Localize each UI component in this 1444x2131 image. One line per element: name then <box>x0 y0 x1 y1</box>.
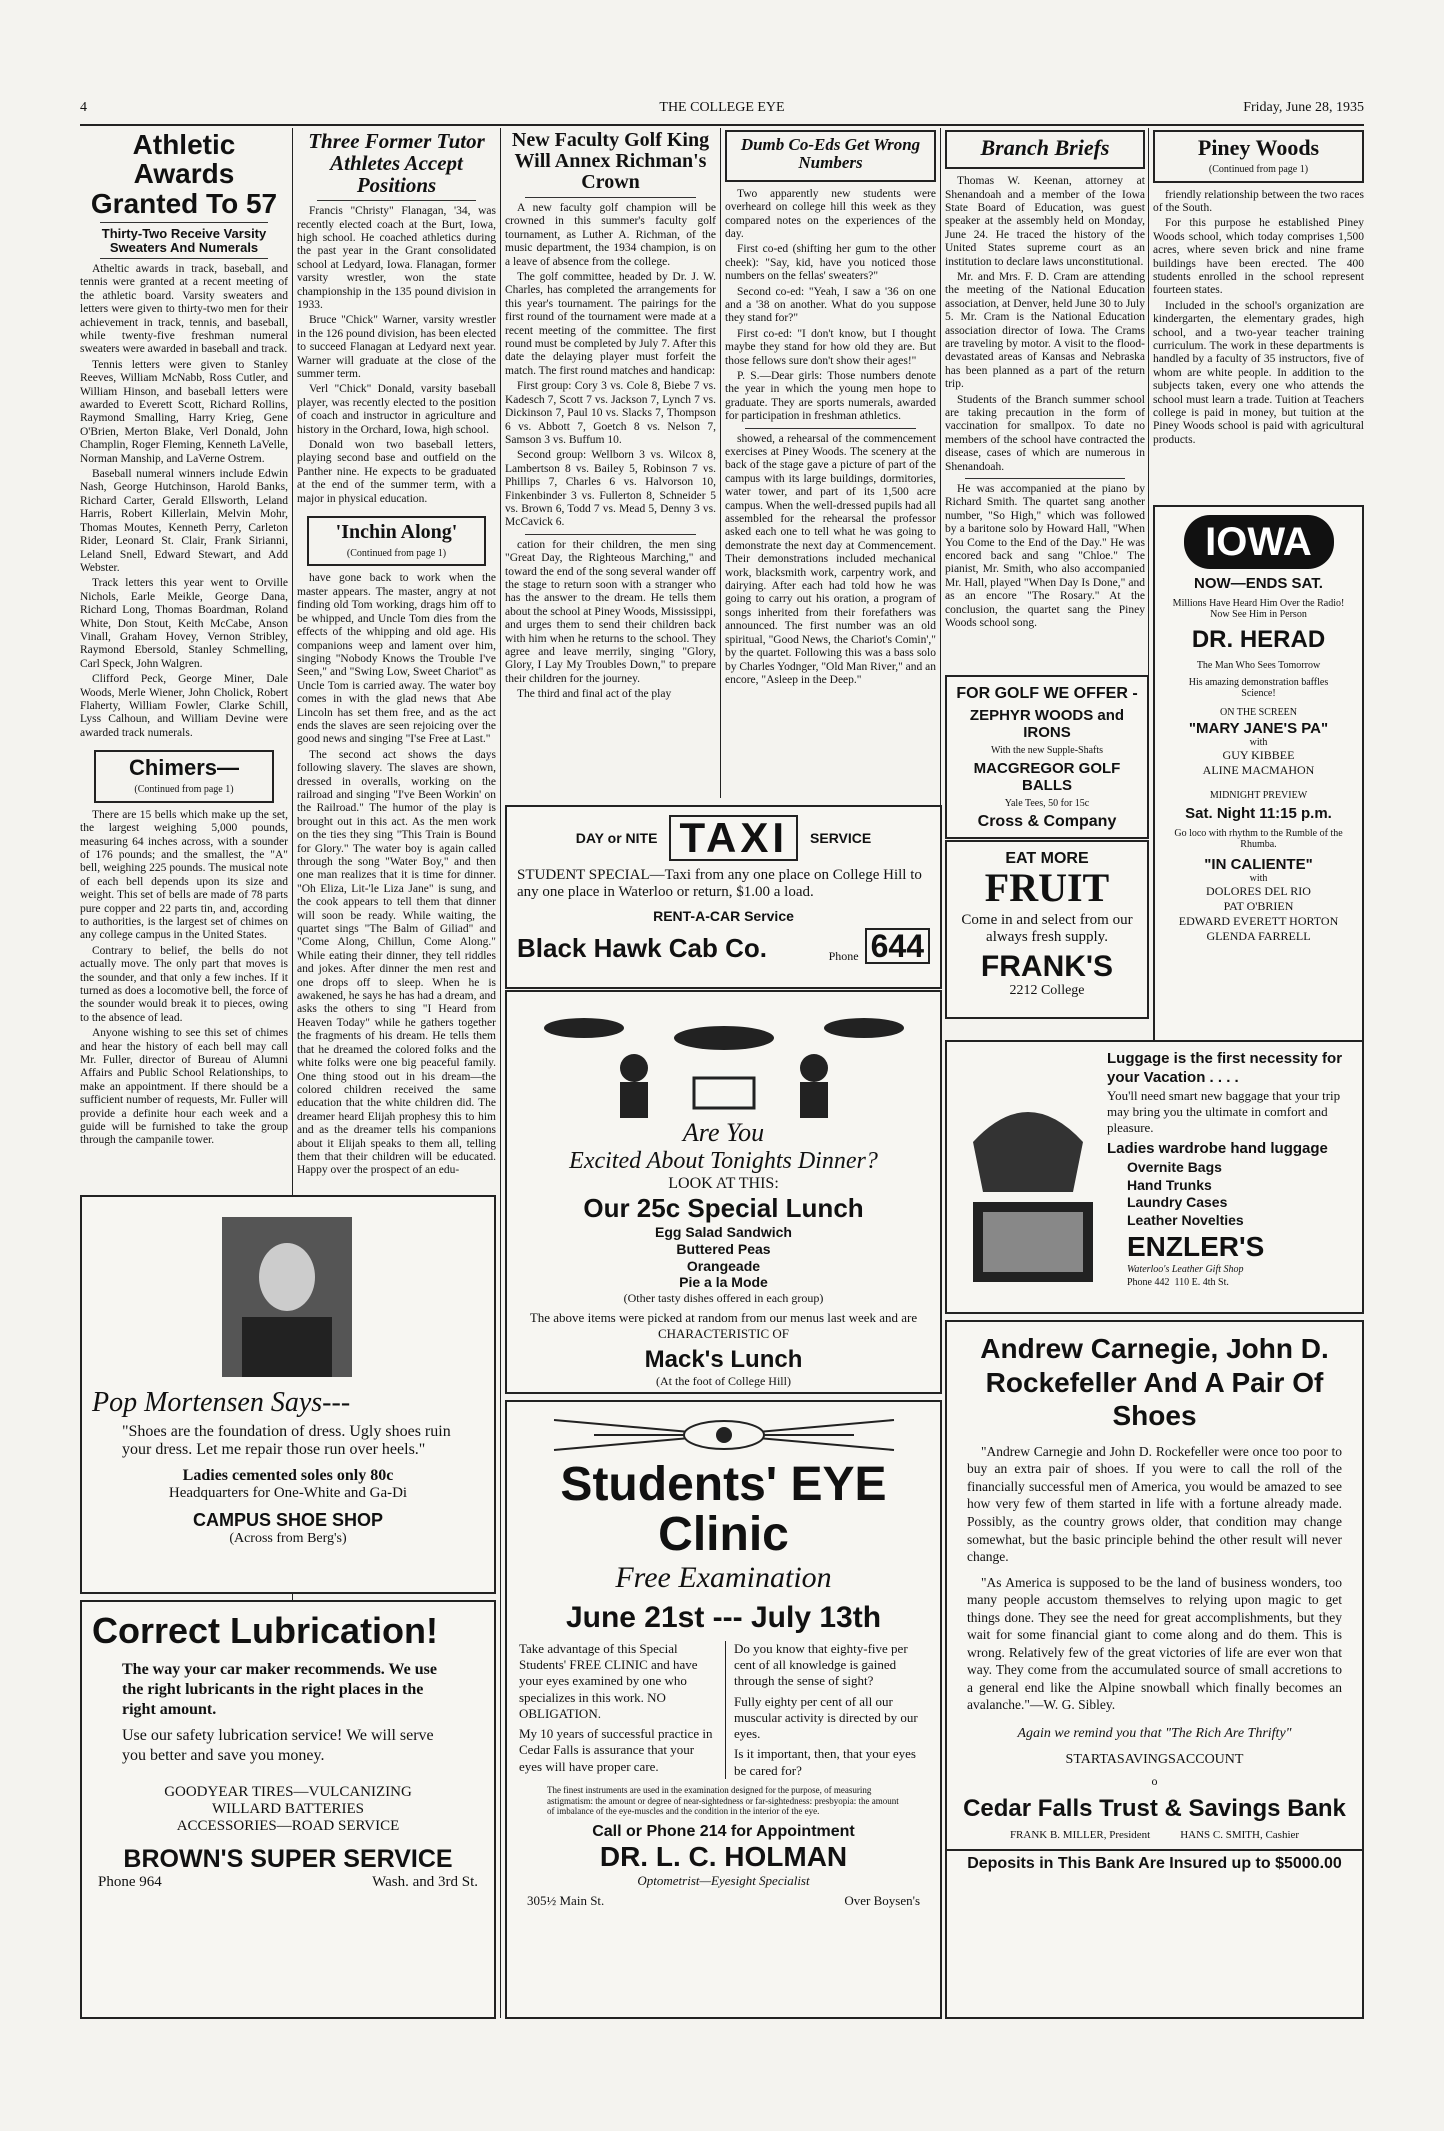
paragraph: P. S.—Dear girls: Those numbers denote the year in which the young men hope to graduate. They are sports numerals, awarded for participation in freshman athletics. <box>725 369 936 423</box>
ad-line: STARTASAVINGSACCOUNT <box>1065 1751 1244 1767</box>
paragraph: Thomas W. Keenan, attorney at Shenandoah and a member of the Iowa State Board of Education, was guest speaker at the assembly held on Monday, June 24. He traced the history of the United States supreme court as an institution to declare laws unconstitutional. <box>945 175 1145 268</box>
ad-line: NOW—ENDS SAT. <box>1194 575 1323 592</box>
ad-line: ACCESSORIES—ROAD SERVICE <box>176 1818 400 1834</box>
column-rule <box>500 128 501 2018</box>
luggage-item: Leather Novelties <box>1127 1211 1244 1228</box>
masthead <box>80 100 1364 124</box>
branch-header <box>945 130 1145 169</box>
store-name: ENZLER'S <box>1127 1231 1265 1262</box>
ad-title: Pop Mortensen Says--- <box>92 1387 351 1418</box>
ad-line: ALINE MACMAHON <box>1202 763 1315 777</box>
ad-line: Waterloo's Leather Gift Shop <box>1127 1264 1244 1275</box>
ad-line: Use our safety lubrication service! We will serve you better and save you money. <box>122 1727 434 1764</box>
shop-name: CAMPUS SHOE SHOP <box>192 1510 384 1530</box>
phone-number: 644 <box>865 928 930 964</box>
ad-line: Luggage is the first necessity for your Vacation . . . . <box>1107 1050 1343 1086</box>
paragraph: First group: Cory 3 vs. Cole 8, Biebe 7 vs. Kadesch 7, Scott 7 vs. Jackson 7, Lynch 7 vs. Dickinson 7, Paul 10 vs. Slacks 7, Thompson 6 vs. Abbott 7, Goetch 8 vs. Nelson 7, Samson 3 vs. Buffum 10. <box>505 380 716 446</box>
ad-line: The way your car maker recommends. We use the right lubricants in the right places in the right amount. <box>122 1661 437 1718</box>
paragraph: Contrary to belief, the bells do not actually move. The only part that moves is the sounder, and that only a few inches. If it turned as does a locomotive bell, the force of the sounder would break it to pieces, owing to the absence of lead. <box>80 944 288 1024</box>
ad-line: Millions Have Heard Him Over the Radio! Now See Him in Person <box>1172 598 1345 620</box>
column-rule <box>940 128 941 808</box>
ad-line: The Man Who Sees Tomorrow <box>1196 660 1321 671</box>
paragraph: Included in the school's organization are kindergarten, the elementary grades, high school, and a two-year teacher training curriculum. The work in these departments is handled by a faculty of 35 instructors, five of whom are white people. In addition to the subjects taken, every one who attends the school must learn a trade. Tuition at Teachers college is paid in money, but tuition at the Piney Woods school is paid with agricultural products. <box>1153 299 1364 446</box>
paragraph: have gone back to work when the master appears. The master, angry at not finding old Tom working, drags him off to be whipped, and Uncle Tom dies from the effects of the whipping and old age. His companions weep and lament over him, singing "Nobody Knows the Trouble I've Seen," and "Swing Low, Sweet Chariot" as Uncle Tom is carried away. The water boy comes in with the glad news that Abe Lincoln has set them free, and as the act ends the slaves are seen rejoicing over the good news and singing "I'se Free at Last." <box>297 572 496 746</box>
ad-line: The above items were picked at random from our menus last week and are CHARACTERISTIC OF <box>529 1310 918 1342</box>
tray-icon <box>824 1018 904 1038</box>
ad-line: MIDNIGHT PREVIEW <box>1209 790 1308 801</box>
lunch-name: Mack's Lunch <box>644 1346 803 1374</box>
article-title: Three Former Tutor Athletes Accept Positions <box>308 130 485 198</box>
ad-line: o <box>1151 1773 1158 1788</box>
athletic-awards-article <box>80 130 288 1190</box>
taxi-ad <box>505 805 942 989</box>
ad-line: WILLARD BATTERIES <box>211 1801 365 1817</box>
column-rule <box>720 128 721 798</box>
ad-line: 305½ Main St. <box>527 1893 605 1909</box>
ad-line: Take advantage of this Special Students' FREE CLINIC and have your eyes examined by one who specializes in this work. NO OBLIGATION. <box>519 1640 698 1721</box>
ad-line: GOODYEAR TIRES—VULCANIZING <box>164 1784 412 1800</box>
paragraph: cation for their children, the men sing "Great Day, the Righteous Marching," and toward the end of the song several wander off the stage to return soon with a stranger who has the answer to the dream. He tells them about the school at Piney Woods, Mississippi, and urges them to send their children back with him when he returns to the school. They agree and leave merrily, singing "Glory, Glory, I Lay My Troubles Down," to prepare their children for the journey. <box>505 538 716 685</box>
bag-icon <box>973 1112 1083 1192</box>
ad-line: Phone 964 <box>98 1874 162 1890</box>
ad-line: MACGREGOR GOLF BALLS <box>973 760 1121 794</box>
paragraph: Donald won two baseball letters, playing second base and outfield on the Panther nine. He expects to be graduated at the end of the summer term, with a major in physical education. <box>297 439 496 505</box>
ad-line: with <box>1249 737 1268 748</box>
paper-name: THE COLLEGE EYE <box>659 100 785 115</box>
coeds-header <box>725 130 936 182</box>
paragraph: Verl "Chick" Donald, varsity baseball player, was recently elected to the position of coach and instructor in agriculture and history in the Orchard, Iowa, high school. <box>297 383 496 436</box>
menu-item: Pie a la Mode <box>679 1274 768 1291</box>
paragraph: The third and final act of the play <box>517 688 672 701</box>
ad-line: Come in and select from our always fresh supply. <box>961 912 1133 945</box>
piney-woods-article <box>1153 130 1364 500</box>
branch-briefs-article <box>945 130 1145 670</box>
paragraph: A new faculty golf champion will be crowned in this summer's faculty golf tournament, as Luther A. Richman, of the music department, the 1934 champion, is on a leave of absence from the college. <box>505 202 716 268</box>
menu-item: Buttered Peas <box>676 1240 771 1257</box>
ad-line: (Other tasty dishes offered in each group) <box>623 1291 824 1306</box>
page-number: 4 <box>80 100 87 115</box>
paragraph: Students of the Branch summer school are taking precaution in the form of vaccination for smallpox. To date no members of the school have contracted the disease, cases of which are numerous in Shenandoah. <box>945 393 1145 473</box>
ad-line: HANS C. SMITH, Cashier <box>1180 1828 1300 1841</box>
ad-line: FRANK'S <box>980 950 1114 983</box>
ad-line: Phone 442 <box>1127 1276 1170 1288</box>
ad-line: "MARY JANE'S PA" <box>1188 720 1329 737</box>
article-title: Athletic Awards Granted To 57 <box>90 130 278 219</box>
ad-line: Cross & Company <box>977 813 1117 830</box>
paragraph: Mr. and Mrs. F. D. Cram are attending the meeting of the National Education association, at Denver, held June 30 to July 5. Mr. Cram is the National Education association director of Iowa. The Crams are traveling by motor. A visit to the flood-devastated areas of Kansas and Nebraska has been planned as a part of the return trip. <box>945 270 1145 391</box>
ad-line: SERVICE <box>810 830 872 846</box>
paragraph: Clifford Peck, George Miner, Dale Woods, Merle Wiener, John Cholick, Robert Flaherty, William Fowler, Clarke Schill, Lyss Calhoun, and William Devine were awarded track numerals. <box>80 673 288 739</box>
station-name: BROWN'S SUPER SERVICE <box>123 1845 453 1873</box>
ad-line: "Andrew Carnegie and John D. Rockefeller were once too poor to buy an extra pair of shoes. If you were to call the roll of the financially successful men of America, you would be amazed to see how very few of them started in life with a fortune already made. Possibly, as the country grows older, that condition may change somewhat, but the basic principle behind the other result will never change. <box>967 1443 1342 1565</box>
ad-line: (At the foot of College Hill) <box>656 1374 791 1389</box>
waiter-icon <box>800 1054 828 1082</box>
paragraph: Francis "Christy" Flanagan, '34, was recently elected coach at the Burt, Iowa, high school. He coached athletics during the past year in the Grant consolidated school at Ledyard, Iowa. Flanagan, former varsity wrestler, won the state championship in the 135 pound division in 1933. <box>297 205 496 311</box>
ad-line: Sat. Night 11:15 p.m. <box>1185 805 1332 822</box>
ad-line: My 10 years of successful practice in Cedar Falls is assurance that your eyes will have proper care. <box>519 1726 713 1774</box>
paragraph: Tennis letters were given to Stanley Reeves, William McNabb, Ross Cutler, and William Hinson, and baseball letters were awarded to Everett Scott, Richard Rollins, Raymond Smalling, Harry Krieg, Gene O'Brien, Merton Blake, Verl Donald, John Champlin, Roger Fleming, Kenneth LaVelle, Norman Manship, and LaVerne Ostrem. <box>80 358 288 465</box>
luggage-illustration <box>953 1052 1103 1302</box>
ad-line: "As America is supposed to be the land of business wonders, too many people accustom themselves to relying upon magic to get things done. They see the need for great accomplishments, but they wait for some financial giant to come along and do them. This is wrong. Relatively few of the great victories of life are ever won that way. They come from the accumulated source of small accretions to a general end like the Alpine snowball which finally becomes an avalanche."—W. G. Sibley. <box>967 1574 1342 1713</box>
piney-cont: (Continued from page 1) <box>1208 164 1309 176</box>
ad-line: "IN CALIENTE" <box>1204 856 1313 873</box>
ad-line: GLENDA FARRELL <box>1206 929 1311 943</box>
issue-date: Friday, June 28, 1935 <box>1243 100 1364 115</box>
ad-line: You'll need smart new baggage that your trip may bring you the ultimate in comfort and pleasure. <box>1107 1087 1341 1135</box>
waiter-illustration <box>514 998 934 1118</box>
eye-icon <box>534 1410 914 1460</box>
ad-title: Students' EYE Clinic <box>560 1458 887 1562</box>
ad-title: Andrew Carnegie, John D. Rockefeller And A Pair Of Shoes <box>980 1333 1329 1432</box>
chimers-title: Chimers— <box>128 755 240 781</box>
ad-line: Headquarters for One-White and Ga-Di <box>168 1485 408 1501</box>
ad-line: Again we remind you that "The Rich Are Thrifty" <box>1017 1725 1292 1741</box>
article-title: Dumb Co-Eds Get Wrong Numbers <box>740 135 921 172</box>
luggage-item: Hand Trunks <box>1127 1176 1212 1193</box>
menu-item: Egg Salad Sandwich <box>655 1224 792 1240</box>
lunch-ad <box>505 990 942 1394</box>
inchin-title: 'Inchin Along' <box>335 521 458 544</box>
paragraph: The golf committee, headed by Dr. J. W. Charles, has completed the arrangements for this year's tournament. The pairings for the first round of the tournament were made at a recent meeting of the committee. The first round must be completed by July 7. After this date the delaying player must forfeit the match. The first round matches and handicap: <box>505 271 716 377</box>
paragraph: There are 15 bells which make up the set, the largest weighing 5,000 pounds, measuring 64 inches across, with a sounder of 176 pounds; and the smallest, the "A" bell, weighing 225 pounds. The musical note of each bell depends upon its size and weight. This set of bells are made of 78 parts pure copper and 22 parts tin, and, according to authorities, is the largest set of chimes on any college campus in the United States. <box>80 808 288 942</box>
ad-line: June 21st --- July 13th <box>565 1600 882 1634</box>
tray-icon <box>544 1018 624 1038</box>
iowa-theater-ad <box>1153 505 1364 1084</box>
ad-line: Over Boysen's <box>844 1893 920 1909</box>
ad-line: Call or Phone 214 for Appointment <box>592 1823 855 1841</box>
cab-company: Black Hawk Cab Co. <box>517 932 767 963</box>
ad-line: Optometrist—Eyesight Specialist <box>637 1873 810 1889</box>
ad-line: FOR GOLF WE OFFER - <box>956 685 1138 702</box>
piney-header <box>1153 130 1364 183</box>
bank-name: Cedar Falls Trust & Savings Bank <box>963 1794 1346 1822</box>
ad-line: With the new Supple-Shafts <box>990 745 1104 756</box>
ad-line: DOLORES DEL RIO <box>1206 884 1311 898</box>
ad-line: FRUIT <box>984 865 1110 910</box>
paragraph: For this purpose he established Piney Woods school, which today comprises 1,500 acres, where seven brick and nine frame buildings have been erected. The 400 students enrolled in the school represent fourteen states. <box>1153 217 1364 297</box>
paragraph: He was accompanied at the piano by Richard Smith. The quartet sang another number, "So High," which was followed by a baritone solo by Howard Hall, "When You Come to the End of the Day." He was encored back and sang "Chloe." The pianist, Mr. Smith, who also accompanied Mr. Hall, played "When Day Is Done," and as an encore "The Rosary." At the conclusion, the quartet sang the Piney Woods school song. <box>945 483 1145 630</box>
ad-line: 110 E. 4th St. <box>1174 1276 1229 1288</box>
paragraph: Baseball numeral winners include Edwin Nash, George Hutchinson, Harold Banks, Richard Carter, Gerald Ellsworth, Leland Harris, Robert Killerlain, Melvin Mohr, Thomas Moutes, Kenneth Perry, Carleton Rider, Leonard St. Clair, Frank Sirianni, Leland Snell, Edward Stewart, and Add Webster. <box>80 468 288 574</box>
paragraph: Anyone wishing to see this set of chimes and hear the history of each bell may call Mr. Fuller, director of Bureau of Alumni Affairs and Public School Relationships, to make an appointment. If there should be a sufficient number of requests, Mr. Fuller will provide a definite hour each week and a guide will be furnished to take the group through the campanile tower. <box>80 1027 288 1147</box>
ad-line: FRANK B. MILLER, President <box>1009 1828 1151 1841</box>
inchin-cont: (Continued from page 1) <box>346 548 447 560</box>
lubrication-ad <box>80 1600 496 2019</box>
ad-line: with <box>1249 873 1268 884</box>
ad-line: Deposits in This Bank Are Insured up to $5000.00 <box>947 1849 1362 1873</box>
ad-line: STUDENT SPECIAL—Taxi from any one place on College Hill to any one place in Waterloo or return, $1.00 a load. <box>517 867 922 901</box>
ad-line: PAT O'BRIEN <box>1223 899 1294 913</box>
inchin-header <box>307 516 486 566</box>
ad-line: Phone <box>828 948 859 963</box>
golf-ad <box>945 675 1149 839</box>
paragraph: Track letters this year went to Orville Nichols, Earle Meikle, George Dana, Richard Long, Thomas Boardman, Roland White, Don Stout, Keith McCabe, Anson Vinall, Graham Hovey, Vernon Stribley, Raymond Ebersold, Stanley Schmelling, Carl Speck, John Walgren. <box>80 577 288 670</box>
portrait-photo <box>222 1217 352 1377</box>
paragraph: First co-ed (shifting her gum to the other cheek): "Say, kid, have you noticed those numbers on the fellas' sweaters?" <box>725 243 936 283</box>
faculty-golf-article <box>505 130 716 798</box>
ad-line: EAT MORE <box>1005 850 1089 867</box>
ad-line: Excited About Tonights Dinner? <box>569 1148 878 1174</box>
chimers-cont: (Continued from page 1) <box>134 784 234 796</box>
ad-line: Fully eighty per cent of all our muscular activity is directed by our eyes. <box>734 1693 918 1742</box>
iowa-logo: IOWA <box>1184 515 1334 569</box>
ad-line: Our 25c Special Lunch <box>583 1193 864 1223</box>
article-title: New Faculty Golf King Will Annex Richman's Crown <box>511 130 710 193</box>
paragraph: Second group: Wellborn 3 vs. Wilcox 8, Lambertson 8 vs. Bailey 5, Robinson 7 vs. Phillips 7, Charles 6 vs. Halvorson 10, Finkenbinder 3 vs. Fullerton 8, Schneider 5 vs. Brown 6, Todd 7 vs. Mead 5, Denny 3 vs. McCavick 6. <box>505 449 716 529</box>
ad-line: Go loco with rhythm to the Rumble of the Rhumba. <box>1174 828 1343 850</box>
article-title: Branch Briefs <box>980 135 1110 160</box>
tray-icon <box>674 1026 774 1050</box>
paragraph: friendly relationship between the two races of the South. <box>1153 188 1364 214</box>
luggage-item: Laundry Cases <box>1127 1194 1228 1210</box>
paragraph: Atheltic awards in track, baseball, and tennis were granted at a recent meeting of the athletic board. Varsity sweaters and letters were given to thirty-two men for their achievement in track, tennis, and baseball, while twenty-five freshman numeral sweaters were awarded in baseball and track. <box>80 262 288 356</box>
chimers-header <box>94 750 274 803</box>
ad-line: ZEPHYR WOODS and IRONS <box>969 707 1125 741</box>
taxi-logo: TAXI <box>669 815 798 861</box>
luggage-ad <box>945 1040 1364 1314</box>
ad-line: GUY KIBBEE <box>1222 748 1295 762</box>
ad-line: Ladies wardrobe hand luggage <box>1107 1140 1328 1158</box>
bank-ad <box>945 1320 1364 2019</box>
doctor-name: DR. L. C. HOLMAN <box>599 1841 848 1873</box>
article-subtitle: Thirty-Two Receive Varsity Sweaters And Numerals <box>101 226 267 255</box>
menu-item: Orangeade <box>686 1257 761 1274</box>
ad-title: Correct Lubrication! <box>92 1610 439 1651</box>
waiter-icon <box>620 1054 648 1082</box>
paragraph: First co-ed: "I don't know, but I thought maybe they stand for how old they are. But those fellows sure don't show their ages!" <box>725 327 936 367</box>
dumb-coeds-article <box>725 130 936 798</box>
paragraph: Second co-ed: "Yeah, I saw a '36 on one and a '38 on another. What do you suppose they stand for?" <box>725 285 936 325</box>
ad-line: RENT-A-CAR Service <box>653 907 794 924</box>
ad-line: Free Examination <box>615 1560 832 1594</box>
ad-line: Ladies cemented soles only 80c <box>182 1467 394 1484</box>
header-rule <box>80 124 1364 126</box>
tutor-athletes-article <box>297 130 496 1190</box>
ad-line: Yale Tees, 50 for 15c <box>1004 798 1090 809</box>
ad-line: (Across from Berg's) <box>229 1531 347 1546</box>
ad-line: EDWARD EVERETT HORTON <box>1178 914 1339 928</box>
ad-line: DR. HERAD <box>1191 626 1326 653</box>
paragraph: showed, a rehearsal of the commencement exercises at Piney Woods. The scenery at the back of the stage gave a picture of part of the campus with its large buildings, dormitories, water tower, and part of its 1,500 acre campus. When the well-dressed pupils had all assembled for the rehearsal the professor asked each one to tell what he was going to demonstrate the next day at Commencement. Their demonstrations included mechanical work, blacksmith work, carpentry work, and dairying. After each had told how he was going to carry out his oration, a program of songs inherited from their forefathers was announced. The first number was an old spiritual, "Good News, the Chariot's Comin'," by the quartet. Following this was a bass solo by Charles Yodnger, "Old Man River," and an encore, "Asleep in the Deep." <box>725 432 936 686</box>
ad-line: Are You <box>682 1118 765 1147</box>
eye-clinic-ad <box>505 1400 942 2019</box>
article-title: Piney Woods <box>1197 135 1320 160</box>
ad-line: His amazing demonstration baffles Science! <box>1188 677 1329 699</box>
paragraph: Two apparently new students were overheard on college hill this week as they compared notes on the experiences of the day. <box>725 187 936 240</box>
luggage-item: Overnite Bags <box>1127 1159 1222 1175</box>
ad-line: "Shoes are the foundation of dress. Ugly shoes ruin your dress. Let me repair those run over heels." <box>122 1423 451 1458</box>
ad-line: DAY or NITE <box>575 830 658 846</box>
ad-line: LOOK AT THIS: <box>668 1175 779 1192</box>
ad-line: Is it important, then, that your eyes be cared for? <box>734 1746 916 1778</box>
fruit-ad <box>945 840 1149 1019</box>
paragraph: The second act shows the days following slavery. The slaves are shown, dressed in overalls, working on the railroad and singing "I've Been Workin' on the Railroad." The humor of the play is brought out in this act. As the men work on the ties they sing "This Train is Bound for Glory." The water boy is again called through the song "Water Boy," and then one man realizes that it is time for dinner. "Oh Eliza, Lit-'le Liza Jane" is sung, and the cook appears to tell them that dinner will soon be ready. While waiting, the quartet sings "The Balm of Giliad" and "Come Along, Chillun, Come Along." While eating their dinner, they tell riddles and jokes. After dinner the men rest and one drops off to sleep. When he is awakened, he says he has had a dream, and asks the others to sing "I Heard from Heaven Today" while he gathers together the fragments of his dream. He tells them that he dreamed the colored folks and the white folks were one big peaceful family. One thing stood out in his dream—the colored children received the same education that the white children did. The dreamer heard Elijah prophesy this to him and as the dreamer tells his companions about it Elijah speaks to them all, telling them that their children will be educated. Happy over the prospect of an edu- <box>297 748 496 1177</box>
ad-line: Do you know that eighty-five per cent of all knowledge is gained through the sense of sight? <box>734 1640 908 1689</box>
ad-line: 2212 College <box>1009 983 1085 998</box>
ad-line: The finest instruments are used in the examination designed for the purpose, of measuring astigmatism: the amount or degree of near-sightedness or far-sightedness: presbyopia: the amount of imbalance of the eye-muscles and the condition in the interior of the eye. <box>547 1784 899 1817</box>
ad-line: Wash. and 3rd St. <box>372 1874 478 1890</box>
paragraph: Bruce "Chick" Warner, varsity wrestler in the 126 pound division, has been elected to succeed Flanagan at Ledyard next year. Warner will graduate at the close of the summer term. <box>297 314 496 381</box>
shoe-shop-ad <box>80 1195 496 1594</box>
ad-line: ON THE SCREEN <box>1219 707 1298 718</box>
